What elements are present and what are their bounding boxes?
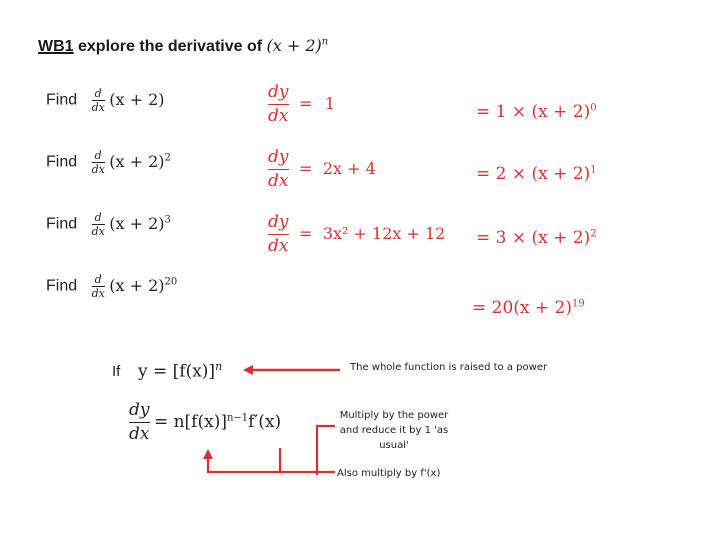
derivative-result-3: $\frac{dy}{dx}$ = 3x² + 12x + 12 — [268, 212, 446, 256]
multiply-note: Multiply by the power and reduce it by 1 'as usual' — [339, 410, 449, 451]
title-expression: $(x + 2)^n$ — [266, 36, 329, 55]
pattern-form-4: = $20(x + 2)^{19}$ — [472, 298, 585, 318]
find-label: Find — [46, 277, 78, 295]
bottom-connector — [280, 448, 335, 472]
function-expression: $(x + 2)^2$ — [109, 151, 171, 171]
multiply-arrow — [317, 426, 335, 475]
derivative-operator: $\frac{d}{dx}$ — [91, 87, 105, 114]
derivative-operator: $\frac{d}{dx}$ — [91, 149, 105, 176]
whole-function-note: The whole function is raised to a power — [350, 362, 548, 373]
derivative-operator: $\frac{d}{dx}$ — [91, 211, 105, 238]
pattern-form-1: = $1 \times (x + 2)^0$ — [476, 102, 597, 122]
derivative-operator: $\frac{d}{dx}$ — [91, 273, 105, 300]
title-label: WB1 — [38, 38, 74, 55]
pattern-form-3: = $3 \times (x + 2)^2$ — [476, 228, 597, 248]
chain-rule-formula: $\frac{dy}{dx}$ = $n[f(x)]^{n-1}f'(x)$ — [129, 400, 282, 444]
title-text: explore the derivative of — [73, 38, 267, 55]
function-definition: $y = [f(x)]^n$ — [138, 360, 223, 382]
function-expression: (x + 2) — [109, 89, 165, 109]
n-connector — [208, 452, 280, 472]
function-expression: $(x + 2)^3$ — [109, 213, 171, 233]
find-label: Find — [46, 153, 78, 171]
pattern-form-2: = $2 \times (x + 2)^1$ — [476, 164, 597, 184]
if-label: If — [112, 363, 121, 380]
derivative-result-1: $\frac{dy}{dx}$ = 1 — [268, 82, 335, 126]
find-label: Find — [46, 215, 78, 233]
function-expression: $(x + 2)^{20}$ — [109, 275, 178, 295]
find-label: Find — [46, 91, 78, 109]
derivative-result-2: $\frac{dy}{dx}$ = 2x + 4 — [268, 147, 376, 191]
also-multiply-note: Also multiply by f'(x) — [337, 468, 441, 479]
